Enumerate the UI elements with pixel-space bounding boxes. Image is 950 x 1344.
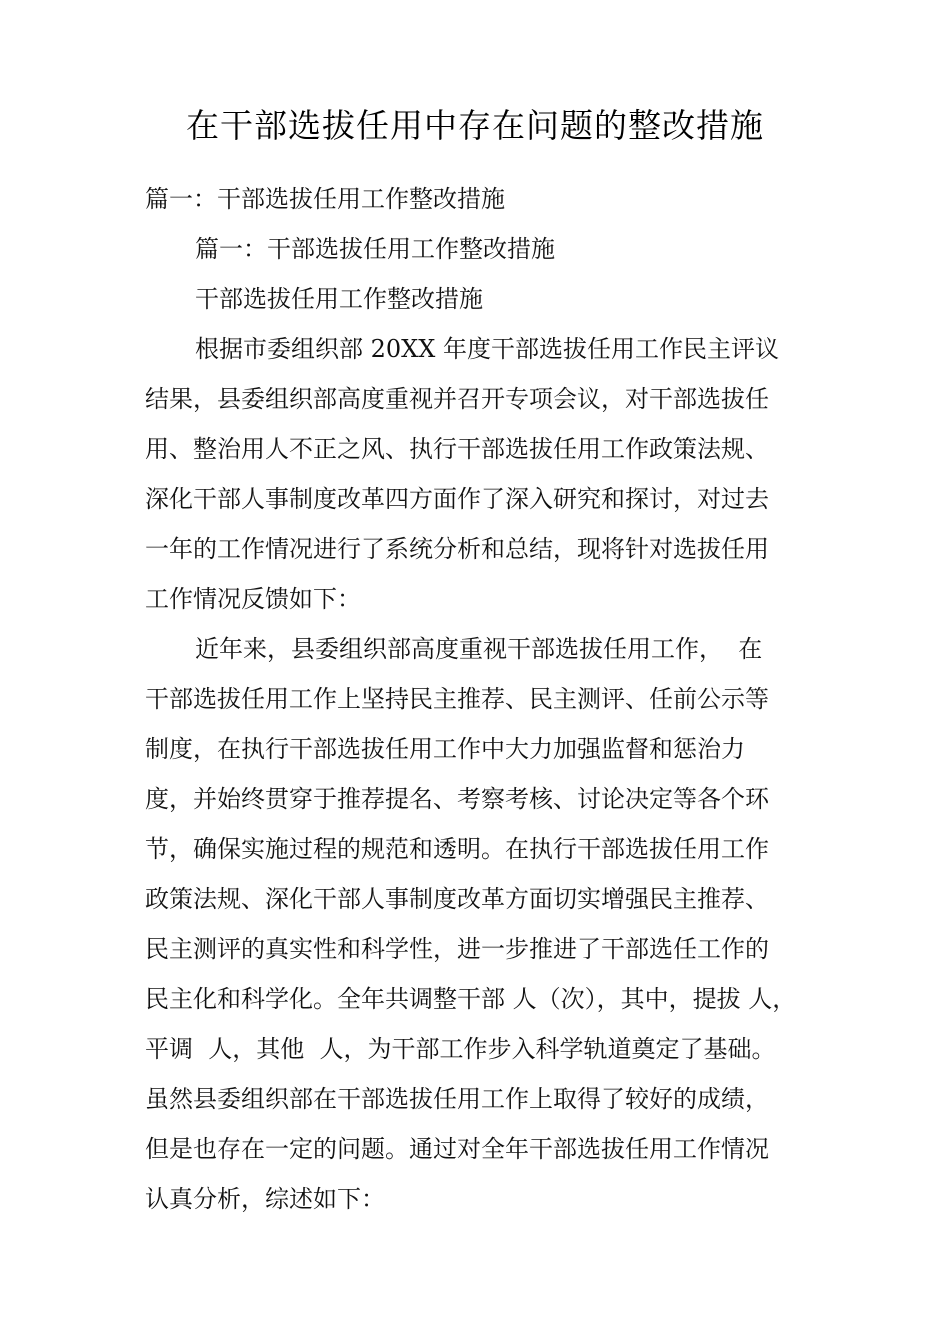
document-body <box>145 174 835 1224</box>
paragraph-line: 制度，在执行干部选拔任用工作中大力加强监督和惩治力 <box>145 735 745 763</box>
article-heading: 干部选拔任用工作整改措施 <box>195 285 483 313</box>
paragraph-line: 民主测评的真实性和科学性，进一步推进了干部选任工作的 <box>145 935 769 963</box>
paragraph-line: 节，确保实施过程的规范和透明。在执行干部选拔任用工作 <box>145 835 769 863</box>
paragraph-line: 度，并始终贯穿于推荐提名、考察考核、讨论决定等各个环 <box>145 785 769 813</box>
paragraph-line: 用、整治用人不正之风、执行干部选拔任用工作政策法规、 <box>145 435 769 463</box>
sub-heading: 篇一：干部选拔任用工作整改措施 <box>195 235 555 263</box>
paragraph-line: 民主化和科学化。全年共调整干部 人（次），其中，提拔 人， <box>145 985 797 1013</box>
paragraph-line: 结果，县委组织部高度重视并召开专项会议，对干部选拔任 <box>145 385 769 413</box>
paragraph-line: 近年来，县委组织部高度重视干部选拔任用工作， 在 <box>195 635 763 663</box>
paragraph-line: 政策法规、深化干部人事制度改革方面切实增强民主推荐、 <box>145 885 769 913</box>
paragraph-line: 认真分析，综述如下： <box>145 1185 385 1213</box>
paragraph-line: 深化干部人事制度改革四方面作了深入研究和探讨，对过去 <box>145 485 769 513</box>
section-heading: 篇一：干部选拔任用工作整改措施 <box>145 185 505 213</box>
paragraph-line: 根据市委组织部 20XX 年度干部选拔任用工作民主评议 <box>195 335 779 363</box>
paragraph-line: 但是也存在一定的问题。通过对全年干部选拔任用工作情况 <box>145 1135 769 1163</box>
paragraph-line: 干部选拔任用工作上坚持民主推荐、民主测评、任前公示等 <box>145 685 769 713</box>
paragraph-line: 平调 人，其他 人，为干部工作步入科学轨道奠定了基础。 <box>145 1035 776 1063</box>
paragraph-line: 工作情况反馈如下： <box>145 585 361 613</box>
paragraph-line: 一年的工作情况进行了系统分析和总结，现将针对选拔任用 <box>145 535 769 563</box>
document-title: 在干部选拔任用中存在问题的整改措施 <box>186 106 764 145</box>
paragraph-line: 虽然县委组织部在干部选拔任用工作上取得了较好的成绩， <box>145 1085 769 1113</box>
